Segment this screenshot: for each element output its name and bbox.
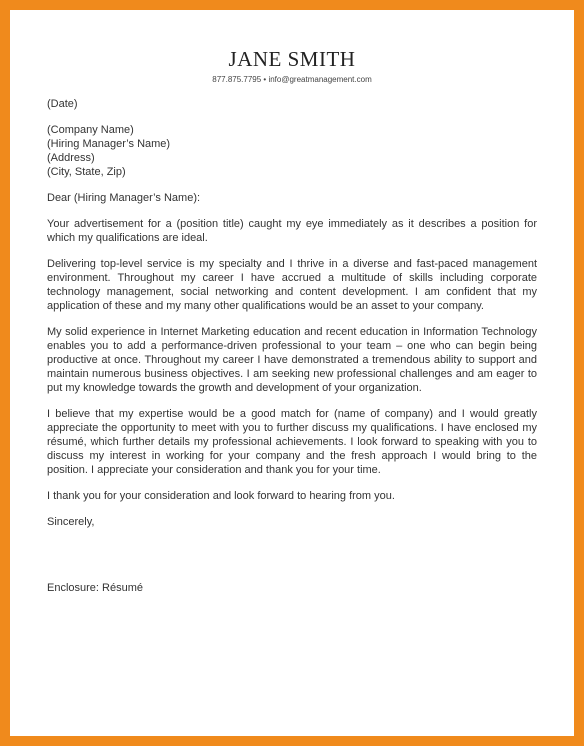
contact-line: 877.875.7795 • info@greatmanagement.com [212, 75, 372, 84]
enclosure-line: Enclosure: Résumé [47, 582, 143, 594]
applicant-name: JANE SMITH [228, 47, 356, 71]
recipient-company: (Company Name) [47, 124, 134, 136]
body-paragraph-2: Delivering top-level service is my specialty and I thrive in a diverse and fast-paced management environment. Throughout my career I have accrued a multitude of skills including corporate technology management, social networking and content development. I am confident that my application of these and my many other qualifications would be an asset to your company. [47, 258, 537, 312]
body-paragraph-1: Your advertisement for a (position title) caught my eye immediately as it describes a position for which my qualifications are ideal. [47, 218, 537, 244]
salutation: Dear (Hiring Manager’s Name): [47, 192, 201, 204]
recipient-address [47, 123, 537, 179]
recipient-city-state-zip: (City, State, Zip) [47, 166, 126, 178]
cover-letter-page [10, 10, 574, 736]
letter-date: (Date) [47, 98, 78, 110]
recipient-manager: (Hiring Manager’s Name) [47, 138, 171, 150]
body-paragraph-5: I thank you for your consideration and look forward to hearing from you. [47, 490, 395, 502]
letterhead [47, 47, 537, 86]
recipient-street: (Address) [47, 152, 95, 164]
closing: Sincerely, [47, 516, 95, 528]
body-paragraph-4: I believe that my expertise would be a good match for (name of company) and I would greatly appreciate the opportunity to meet with you to further discuss my qualifications. I have enclosed my résumé, which further details my professional achievements. I look forward to speaking with you to discuss my interest in working for your company and the fresh approach I would bring to the position. I appreciate your consideration and thank you for your time. [47, 408, 537, 476]
body-paragraph-3: My solid experience in Internet Marketing education and recent education in Information Technology enables you to add a performance-driven professional to your team – one who can begin being productive at once. Throughout my career I have demonstrated a tremendous ability to support and maintain numerous business objectives. I am seeking new professional challenges and am eager to put my knowledge towards the growth and development of your organization. [47, 326, 537, 394]
